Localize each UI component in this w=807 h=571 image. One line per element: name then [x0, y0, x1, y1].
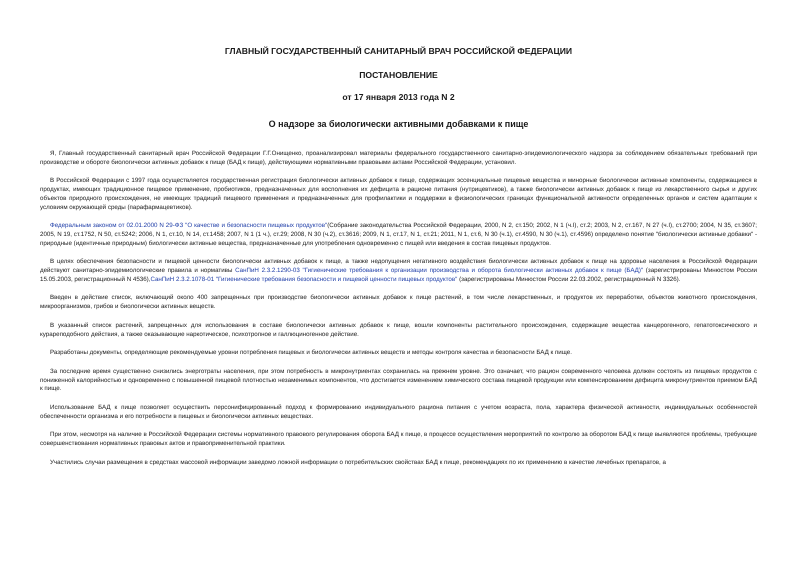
paragraph-7: Разработаны документы, определяющие рекомендуемые уровни потребления пищевых и биологически активных веществ и методы контроля качества и безопасности БАД к пище.: [50, 349, 572, 357]
paragraph-4-text-2: (зарегистрированы Минюстом России 15.05.2003, регистрационный N 4536),: [40, 267, 757, 283]
document-type: ПОСТАНОВЛЕНИЕ: [359, 70, 438, 80]
paragraph-8: За последние время существенно снизились энерготраты населения, при этом потребность в микронутриентах сохранилась на прежнем уровне. Это означает, что рацион современного человека должен состоять из пищевых продуктов с пониженной калорийностью и одновременно с повышенной пищевой плотностью незаменимых компонентов, что достигается изменением химического состава пищевой продукции или компенсированием дефицита микронутриентов приемом БАД к пище.: [40, 367, 757, 393]
sanpin-1290-link[interactable]: СанПиН 2.3.2.1290-03 "Гигиенические требования к организации производства и оборота биологически активных добавок к пище (БАД)": [235, 267, 644, 275]
paragraph-10: При этом, несмотря на наличие в Российской Федерации системы нормативного правового регулирования оборота БАД к пище, в процессе осуществления мероприятий по контролю за оборотом БАД к пище выявляются проблемы, требующие совершенствования нормативных правовых актов и правоприменительной практики.: [40, 431, 757, 448]
paragraph-4-text-3: (зарегистрированы Минюстом России 22.03.2002, регистрационный N 3326).: [457, 275, 681, 283]
paragraph-11: Участились случаи размещения в средствах массовой информации заведомо ложной информации о потребительских свойствах БАД к пище, рекомендациях по их применению в качестве лечебных препаратов, а: [50, 458, 666, 466]
paragraph-1: Я, Главный государственный санитарный врач Российской Федерации Г.Г.Онищенко, проанализировал материалы федерального государственного санитарно-эпидемиологического надзора за соблюдением обязательных требований при производстве и обороте биологически активных добавок к пище (БАД к пище), действующими нормативными правовыми актами Российской Федерации, установил.: [40, 150, 757, 166]
paragraph-5: Введен в действие список, включающий около 400 запрещенных при производстве биологически активных добавок к пище растений, в том числе лекарственных, и продуктов их переработки, объектов животного происхождения, микроорганизмов, грибов и биологически активных веществ.: [40, 294, 757, 311]
paragraph-6: В указанный список растений, запрещенных для использования в составе биологически активных добавок к пище, вошли компоненты растительного происхождения, содержащие вещества канцерогенного, гепатотоксического и курареподобного действия, а также оказывающие наркотическое, психотропное и галлюциногенное действие.: [40, 321, 757, 338]
paragraph-9: Использование БАД к пище позволяет осуществить персонифицированный подход к формированию индивидуального рациона питания с учетом возраста, пола, характера физической активности, индивидуальных особенностей обеспеченности организма и его потребности в пищевых и биологически активных веществах.: [40, 404, 757, 420]
sanpin-1078-link[interactable]: СанПиН 2.3.2.1078-01 "Гигиенические требования безопасности и пищевой ценности пищевых продуктов": [150, 275, 458, 283]
paragraph-4: [40, 258, 757, 284]
paragraph-3-text: (Собрание законодательства Российской Федерации, 2000, N 2, ст.150; 2002, N 1 (ч.I), ст.2; 2003, N 2, ст.167, N 27 (ч.I), ст.2700; 2004, N 35, ст.3607; 2005, N 19, ст.1752, N 50, ст.5242; 2006, N 1, ст.10, N 14, ст.1458; 2007, N 1 (1 ч.), ст.29; 2008, N 30 (ч.2), ст.3616; 2009, N 1, ст.17, N 1, ст.21; 2011, N 1, ст.6, N 30 (ч.1), ст.4590, N 30 (ч.1), ст.4596) определено понятие "биологически активные добавки" - природные (идентичные природным) биологически активные вещества, предназначенные для употребления одновременно с пищей или введения в состав пищевых продуктов.: [40, 222, 758, 247]
paragraph-4-text-1: В целях обеспечения безопасности и пищевой ценности биологически активных добавок к пище, а также недопущения негативного воздействия биологически активных добавок к пище на здоровье населения в Российской Федерации действуют санитарно-эпидемиологические правила и нормативы: [40, 258, 757, 275]
issuing-authority: ГЛАВНЫЙ ГОСУДАРСТВЕННЫЙ САНИТАРНЫЙ ВРАЧ РОССИЙСКОЙ ФЕДЕРАЦИИ: [224, 46, 573, 56]
document-date-number: от 17 января 2013 года N 2: [342, 92, 455, 102]
paragraph-3: [40, 222, 757, 248]
document-title: О надзоре за биологически активными добавками к пище: [268, 119, 529, 129]
paragraph-2: В Российской Федерации с 1997 года осуществляется государственная регистрация биологически активных добавок к пище, содержащих эссенциальные пищевые вещества и минорные биологически активные компоненты, содержащиеся в продуктах, имеющих традиционное пищевое применение, пробиотиков, предназначенных для восполнения их дефицита в рационе питания (нутрицевтиков), а также биологически активных добавок к пище из лекарственного сырья и других объектов природного происхождения, не имеющих традиций пищевого применения и предназначенных для профилактики и поддержки в физиологических границах функциональной активности определенных органов и систем адаптации к условиям окружающей среды (парафармацевтиков).: [40, 177, 757, 211]
federal-law-link[interactable]: Федеральным законом от 02.01.2000 N 29-ФЗ "О качестве и безопасности пищевых продуктов": [50, 222, 328, 230]
